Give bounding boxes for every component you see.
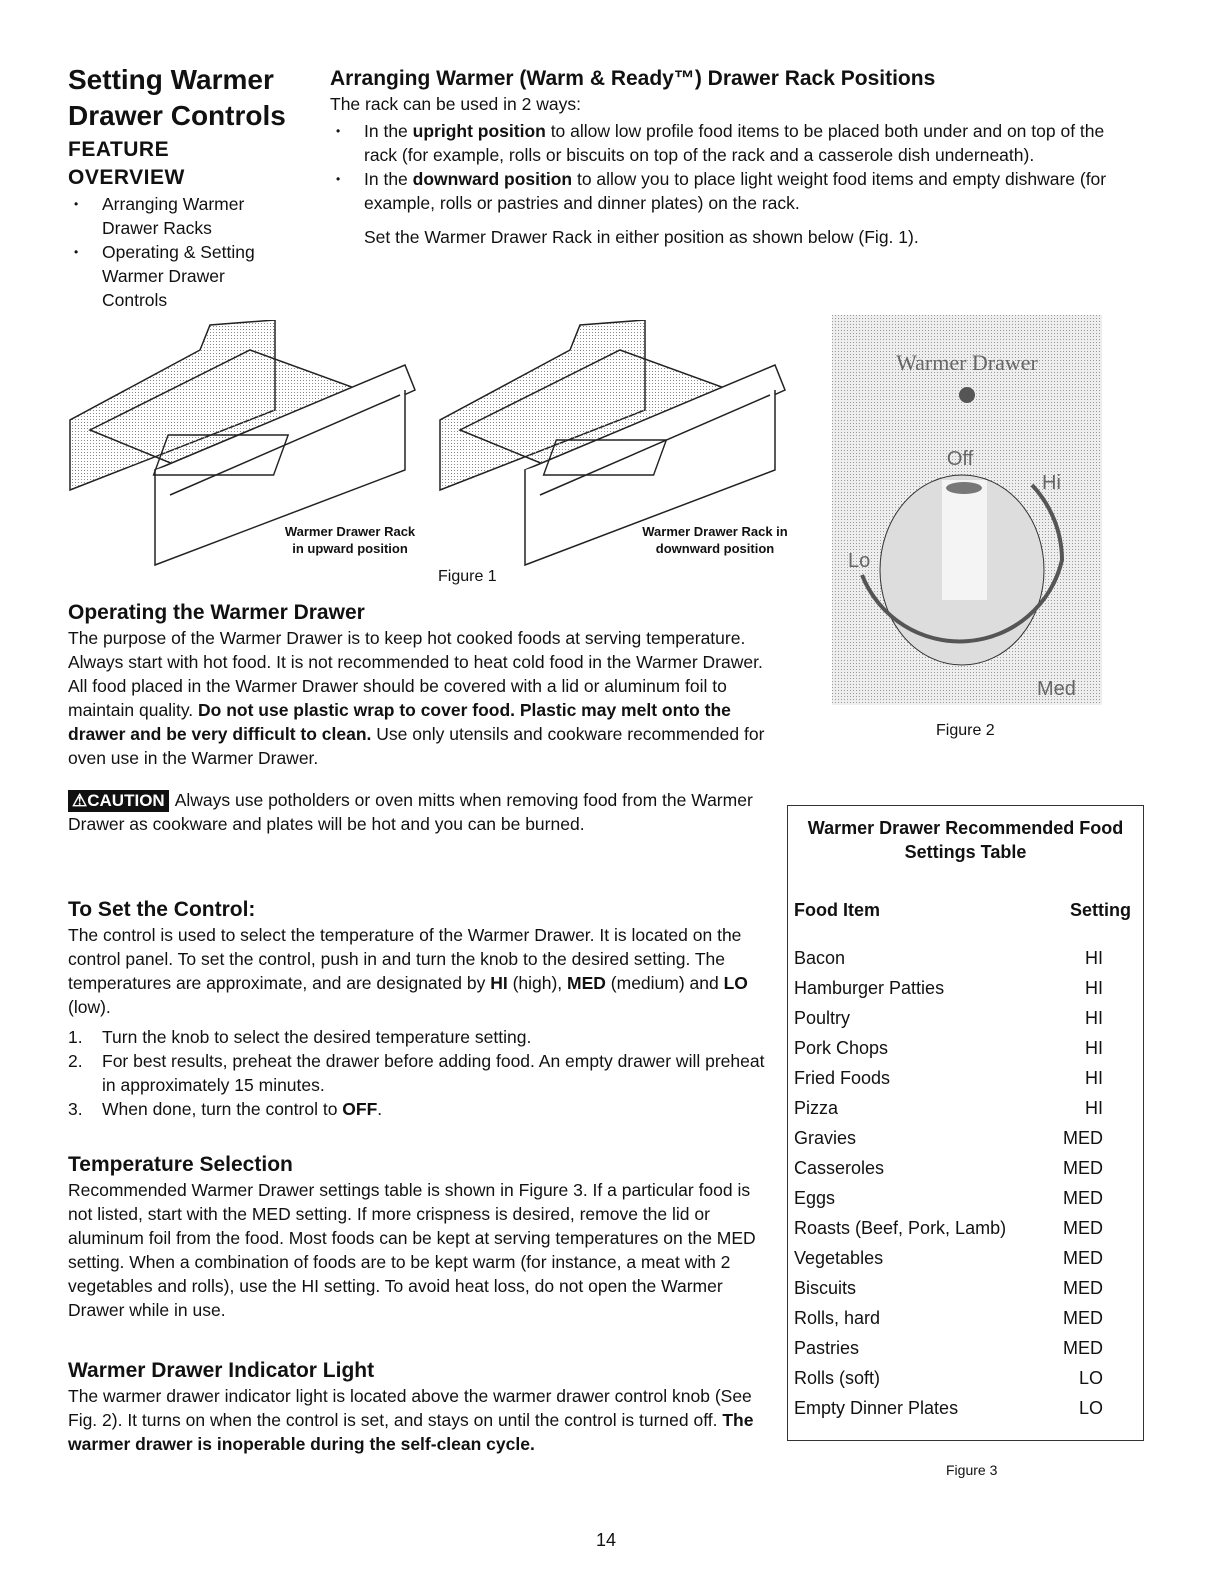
figure-2-dial xyxy=(832,315,1102,705)
label-downward: Warmer Drawer Rack in downward position xyxy=(642,524,788,556)
setting: HI xyxy=(1085,1097,1103,1118)
food-item: Empty Dinner Plates xyxy=(794,1397,959,1418)
setting: MED xyxy=(1063,1127,1103,1148)
rack-bullet: • In the upright position to allow low profile food items to be placed both under and on top of the rack (for example, rolls or biscuits on top of the rack and a casserole dish underneath). xyxy=(330,119,1130,167)
temperature-heading: Temperature Selection xyxy=(68,1153,293,1176)
indicator-text: The warmer drawer indicator light is located above the warmer drawer control knob (See Fig. 2). It turns on when the control is set, and stays on until the control is turned off. The warmer drawer is inoperable during the self-clean cycle. xyxy=(68,1386,754,1454)
rack-intro: The rack can be used in 2 ways: xyxy=(330,94,581,114)
table-row xyxy=(788,1273,1143,1303)
food-item: Hamburger Patties xyxy=(794,977,945,998)
food-item: Roasts (Beef, Pork, Lamb) xyxy=(794,1217,1007,1238)
svg-text:Off: Off xyxy=(946,448,974,470)
temperature-section xyxy=(68,1152,768,1322)
rack-heading: Arranging Warmer (Warm & Ready™) Drawer Rack Positions xyxy=(330,67,936,90)
food-item: Pastries xyxy=(794,1337,860,1358)
food-item: Vegetables xyxy=(794,1247,884,1268)
figure-2-caption: Figure 2 xyxy=(936,722,995,739)
setting: LO xyxy=(1078,1367,1103,1388)
setting: MED xyxy=(1063,1277,1103,1298)
figure-1 xyxy=(60,320,800,590)
food-item: Biscuits xyxy=(794,1277,857,1298)
setting: MED xyxy=(1063,1187,1103,1208)
label-upward: Warmer Drawer Rack in upward position xyxy=(284,524,416,556)
setting: MED xyxy=(1063,1247,1103,1268)
control-section xyxy=(68,897,768,1121)
figure-3-caption: Figure 3 xyxy=(946,1462,998,1478)
indicator-light-icon xyxy=(959,387,975,403)
food-item: Eggs xyxy=(794,1187,836,1208)
setting: HI xyxy=(1085,947,1103,968)
control-heading: To Set the Control: xyxy=(68,898,256,921)
table-row xyxy=(788,1333,1143,1363)
table-row xyxy=(788,1213,1143,1243)
feature-overview-heading: FEATURE OVERVIEW xyxy=(68,138,185,189)
operating-section xyxy=(68,600,768,836)
setting: MED xyxy=(1063,1307,1103,1328)
rack-bullet: • In the downward position to allow you to place light weight food items and empty dishware (for example, rolls or pastries and dinner plates) on the rack. xyxy=(330,167,1130,215)
table-row xyxy=(788,973,1143,1003)
setting: HI xyxy=(1085,1037,1103,1058)
overview-item: • Arranging Warmer Drawer Racks xyxy=(68,192,288,240)
table-row xyxy=(788,1183,1143,1213)
food-item: Bacon xyxy=(794,947,846,968)
rack-set-text: Set the Warmer Drawer Rack in either position as shown below (Fig. 1). xyxy=(364,227,919,247)
table-row xyxy=(788,943,1143,973)
table-row xyxy=(788,1363,1143,1393)
step: 3. When done, turn the control to OFF. xyxy=(68,1099,383,1119)
caution-badge: ⚠CAUTION xyxy=(68,790,169,812)
page-title: Setting Warmer Drawer Controls xyxy=(68,64,286,131)
operating-heading: Operating the Warmer Drawer xyxy=(68,601,365,624)
table-row xyxy=(788,1063,1143,1093)
setting: MED xyxy=(1063,1337,1103,1358)
panel-title: Warmer Drawer xyxy=(896,350,1038,375)
table-title: Warmer Drawer Recommended Food Settings Table xyxy=(807,818,1124,862)
step: 2. For best results, preheat the drawer before adding food. An empty drawer will preheat in approximately 15 minutes. xyxy=(68,1051,765,1095)
food-item: Rolls (soft) xyxy=(794,1367,881,1388)
setting: MED xyxy=(1063,1217,1103,1238)
caution-note: ⚠CAUTION Always use potholders or oven mitts when removing food from the Warmer Drawer as cookware and plates will be hot and you can be burned. xyxy=(68,790,753,834)
table-header: Food Item Setting xyxy=(794,900,1131,920)
sidebar xyxy=(68,62,318,312)
food-item: Pork Chops xyxy=(794,1037,889,1058)
setting: LO xyxy=(1078,1397,1103,1418)
setting: MED xyxy=(1063,1157,1103,1178)
table-row xyxy=(788,1003,1143,1033)
setting: HI xyxy=(1085,1007,1103,1028)
setting: HI xyxy=(1085,977,1103,998)
control-text: The control is used to select the temperature of the Warmer Drawer. It is located on the control panel. To set the control, push in and turn the knob to the desired setting. The temperatures are approximate, and are designated by HI (high), MED (medium) and LO (low). xyxy=(68,925,748,1017)
table-row xyxy=(788,1153,1143,1183)
food-item: Casseroles xyxy=(794,1157,885,1178)
indicator-heading: Warmer Drawer Indicator Light xyxy=(68,1359,375,1382)
svg-text:Lo: Lo xyxy=(848,550,871,572)
rack-section xyxy=(330,66,1130,249)
svg-text:Hi: Hi xyxy=(1042,472,1061,494)
table-row xyxy=(788,1093,1143,1123)
indicator-section xyxy=(68,1358,768,1456)
svg-text:Med: Med xyxy=(1037,678,1076,700)
page-number: 14 xyxy=(596,1530,617,1550)
temperature-text: Recommended Warmer Drawer settings table is shown in Figure 3. If a particular food is not listed, start with the MED setting. If more crispness is desired, remove the lid or aluminum foil from the food. Most foods can be kept at serving temperatures on the MED setting. When a combination of foods are to be kept warm (for instance, a meat with 2 vegetables and rolls), use the HI setting. To avoid heat loss, do not open the Warmer Drawer while in use. xyxy=(68,1180,756,1320)
table-row xyxy=(788,1123,1143,1153)
food-item: Fried Foods xyxy=(794,1067,891,1088)
step: 1. Turn the knob to select the desired temperature setting. xyxy=(68,1027,532,1047)
table-row xyxy=(788,1393,1143,1423)
settings-table xyxy=(787,805,1144,1441)
table-row xyxy=(788,1243,1143,1273)
table-row xyxy=(788,1303,1143,1333)
food-item: Pizza xyxy=(794,1097,839,1118)
food-item: Rolls, hard xyxy=(794,1307,881,1328)
table-row xyxy=(788,1033,1143,1063)
food-item: Gravies xyxy=(794,1127,857,1148)
operating-text: The purpose of the Warmer Drawer is to keep hot cooked foods at serving temperature. Always start with hot food. It is not recommended to heat cold food in the Warmer Drawer. All food placed in the Warmer Drawer should be covered with a lid or aluminum foil to maintain quality. Do not use plastic wrap to cover food. Plastic may melt onto the drawer and be very difficult to clean. Use only utensils and cookware recommended for oven use in the Warmer Drawer. xyxy=(68,628,765,768)
overview-item: • Operating & Setting Warmer Drawer Controls xyxy=(68,240,288,312)
food-item: Poultry xyxy=(794,1007,851,1028)
setting: HI xyxy=(1085,1067,1103,1088)
figure-1-caption: Figure 1 xyxy=(438,568,497,585)
